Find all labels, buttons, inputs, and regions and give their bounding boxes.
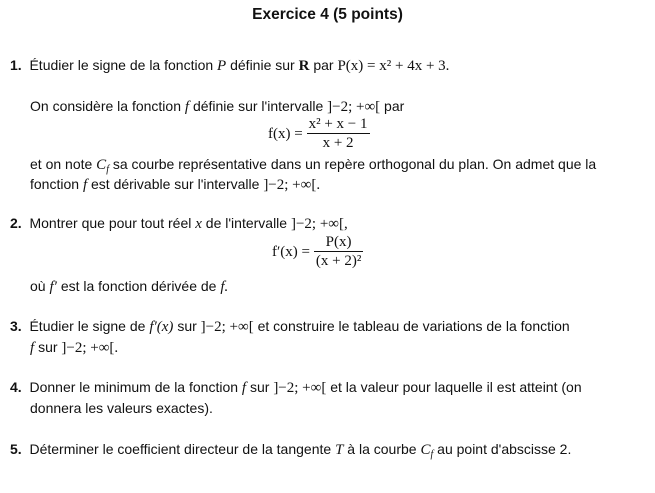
q1-text-c: par bbox=[313, 57, 334, 73]
exercise-title: Exercice 4 (5 points) bbox=[252, 6, 403, 23]
intro-line3-interval: ]−2; +∞[. bbox=[263, 177, 321, 193]
intro-f: f bbox=[184, 99, 190, 115]
q4-text-c: et la valeur pour laquelle il est atteint (on bbox=[330, 379, 582, 395]
question-number: 1. bbox=[10, 57, 22, 73]
q2-text-b: de l'intervalle bbox=[205, 215, 288, 231]
q3-text-a: Étudier le signe de bbox=[29, 318, 146, 334]
q2-interval: ]−2; +∞[, bbox=[290, 216, 348, 232]
q3-interval: ]−2; +∞[ bbox=[200, 319, 254, 335]
question-number: 2. bbox=[10, 215, 22, 231]
question-2 bbox=[10, 214, 348, 233]
f-fraction bbox=[307, 116, 370, 152]
intro-line3-a: fonction bbox=[30, 176, 80, 192]
intro-text-a: On considère la fonction bbox=[30, 98, 181, 114]
intro-text-b: définie sur l'intervalle bbox=[192, 98, 324, 114]
intro-line-1 bbox=[30, 97, 404, 116]
q1-fn-name: P bbox=[217, 58, 227, 74]
q5-text-a: Déterminer le coefficient directeur de la tangente bbox=[29, 441, 332, 457]
q5-text-c: au point d'abscisse 2. bbox=[437, 441, 572, 457]
question-number: 4. bbox=[10, 379, 22, 395]
fprime-numerator: P(x) bbox=[314, 234, 363, 252]
q5-cf-symbol: $C_f$ bbox=[420, 442, 434, 460]
q2-foot-a: où bbox=[30, 278, 46, 294]
q2-foot-c: f. bbox=[220, 279, 229, 295]
cf-symbol: $C_f$ bbox=[96, 157, 109, 175]
q2-fprime: f′ bbox=[49, 279, 57, 295]
q3-fpx: f′(x) bbox=[149, 319, 174, 335]
q5-text-b: à la courbe bbox=[347, 441, 417, 457]
q4-line-2: donnera les valeurs exactes). bbox=[30, 400, 213, 416]
intro-line3-b: est dérivable sur l'intervalle bbox=[91, 176, 260, 192]
question-5 bbox=[10, 440, 571, 459]
fprime-fraction bbox=[314, 234, 363, 270]
intro-interval: ]−2; +∞[ bbox=[327, 99, 381, 115]
q3-line-2 bbox=[30, 338, 118, 357]
q3-f: f bbox=[30, 340, 35, 356]
question-number: 3. bbox=[10, 318, 22, 334]
question-3 bbox=[10, 317, 570, 336]
q1-text-b: définie sur bbox=[230, 57, 295, 73]
q5-T: T bbox=[335, 442, 344, 458]
q4-interval: ]−2; +∞[ bbox=[273, 380, 327, 396]
q1-text-a: Étudier le signe de la fonction bbox=[29, 57, 214, 73]
fpx-label: f′(x) = bbox=[272, 244, 310, 260]
q3-text-c: et construire le tableau de variations de la fonction bbox=[257, 318, 570, 334]
intro-line-2 bbox=[30, 155, 596, 174]
intro-line2-a: et on note bbox=[30, 156, 93, 172]
question-1 bbox=[10, 56, 449, 75]
intro-line2-b: sa courbe représentative dans un repère orthogonal du plan. On admet que la bbox=[112, 156, 597, 172]
q2-foot-b: est la fonction dérivée de bbox=[60, 278, 217, 294]
f-denominator: x + 2 bbox=[322, 135, 354, 151]
q1-formula: P(x) = x² + 4x + 3. bbox=[337, 58, 450, 74]
q4-text-b: sur bbox=[249, 379, 270, 395]
question-number: 5. bbox=[10, 441, 22, 457]
fx-label: f(x) = bbox=[268, 126, 303, 142]
q3-line2-interval: ]−2; +∞[. bbox=[61, 340, 119, 356]
q2-footnote bbox=[30, 277, 228, 296]
f-numerator: x² + x − 1 bbox=[308, 116, 368, 132]
f-definition bbox=[268, 116, 370, 152]
intro-text-c: par bbox=[384, 98, 405, 114]
q1-set: R bbox=[298, 58, 310, 74]
intro-line3-f: f bbox=[82, 177, 88, 193]
q4-f: f bbox=[241, 380, 247, 396]
q3-text-b: sur bbox=[177, 318, 197, 334]
fprime-denominator: (x + 2)² bbox=[315, 253, 362, 269]
fprime-formula bbox=[272, 234, 363, 270]
q2-text-a: Montrer que pour tout réel bbox=[29, 215, 192, 231]
intro-line-3 bbox=[30, 175, 320, 194]
q3-line2-a: sur bbox=[38, 339, 58, 355]
question-4 bbox=[10, 378, 582, 397]
q2-x: x bbox=[195, 216, 202, 232]
q4-text-a: Donner le minimum de la fonction bbox=[29, 379, 239, 395]
